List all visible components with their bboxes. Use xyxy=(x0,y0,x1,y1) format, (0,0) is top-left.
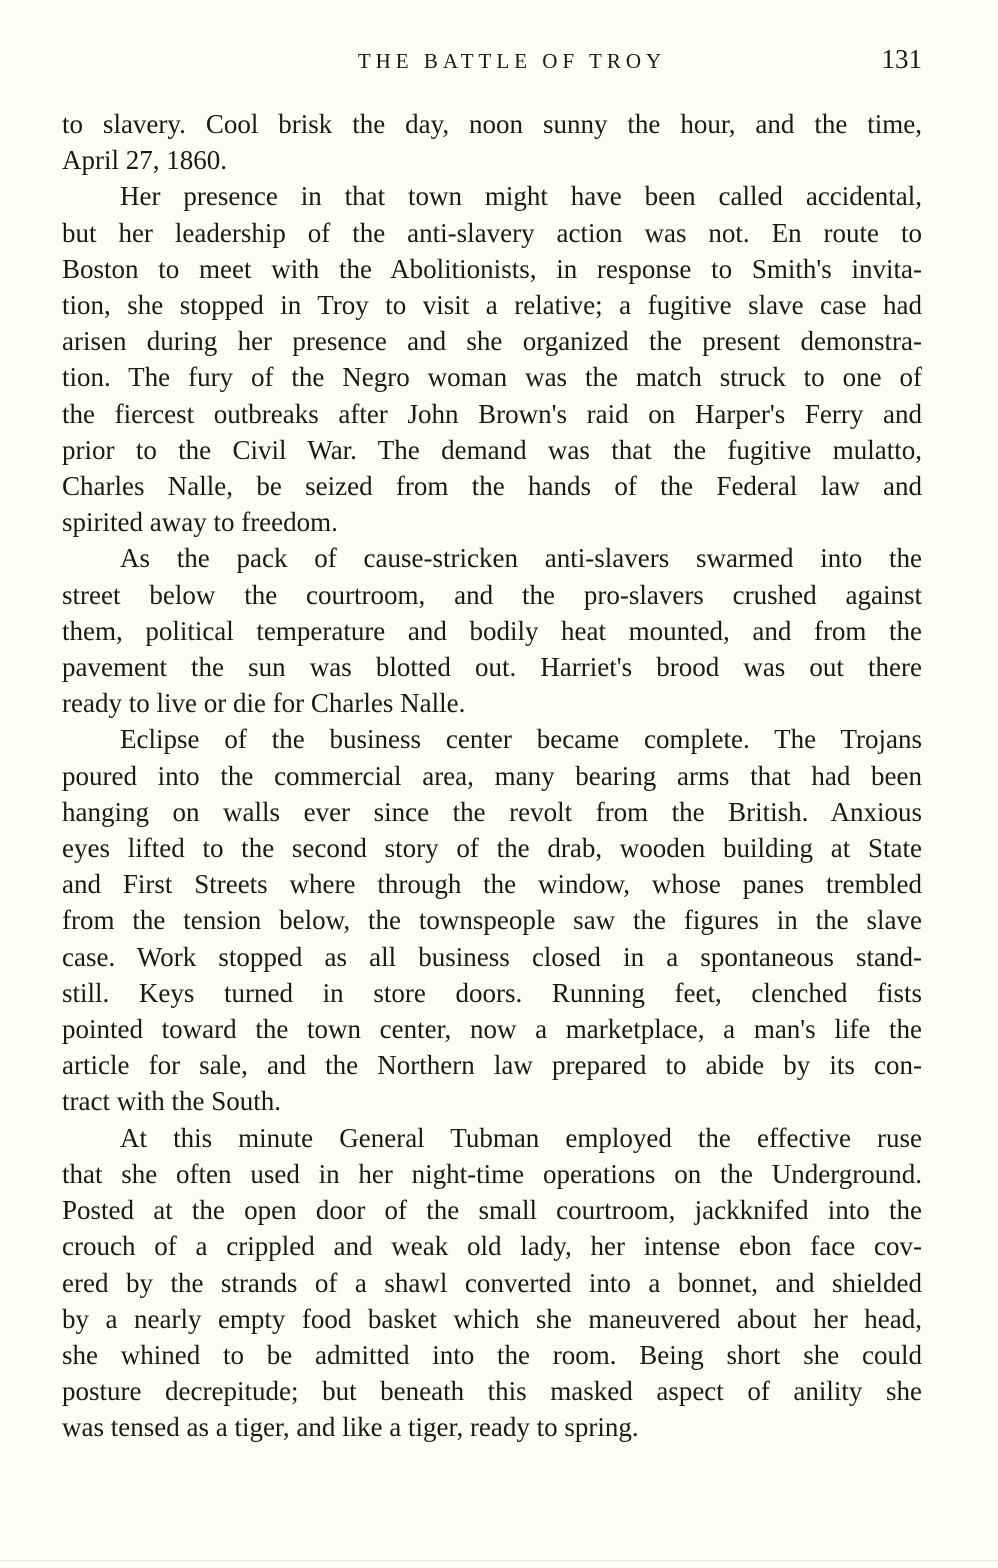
text-line: ered by the strands of a shawl converted into a bonnet, and shielded xyxy=(62,1267,922,1298)
text-line: eyes lifted to the second story of the drab, wooden building at State xyxy=(62,833,922,864)
text-line: Her presence in that town might have been called accidental, xyxy=(120,181,922,212)
body-text xyxy=(62,106,922,1446)
running-title: THE BATTLE OF TROY xyxy=(357,49,667,73)
text-line: tion, she stopped in Troy to visit a relative; a fugitive slave case had xyxy=(62,290,922,321)
text-line: posture decrepitude; but beneath this masked aspect of anility she xyxy=(62,1376,922,1407)
text-line: arisen during her presence and she organized the present demonstra- xyxy=(62,326,922,357)
text-line: crouch of a crippled and weak old lady, her intense ebon face cov- xyxy=(62,1231,922,1262)
text-line: from the tension below, the townspeople saw the figures in the slave xyxy=(62,905,922,936)
text-line: by a nearly empty food basket which she maneuvered about her head, xyxy=(62,1303,922,1334)
text-line: Boston to meet with the Abolitionists, in response to Smith's invita- xyxy=(62,253,922,284)
text-line: but her leadership of the anti-slavery action was not. En route to xyxy=(62,217,922,248)
text-line: was tensed as a tiger, and like a tiger, ready to spring. xyxy=(62,1412,639,1443)
text-line: tion. The fury of the Negro woman was the match struck to one of xyxy=(62,362,922,393)
text-line: to slavery. Cool brisk the day, noon sunny the hour, and the time, xyxy=(62,109,922,139)
text-line: case. Work stopped as all business closed in a spontaneous stand- xyxy=(62,941,922,972)
text-line: As the pack of cause-stricken anti-slavers swarmed into the xyxy=(120,543,922,574)
text-line: hanging on walls ever since the revolt from the British. Anxious xyxy=(62,796,922,827)
text-line: the fiercest outbreaks after John Brown's raid on Harper's Ferry and xyxy=(62,398,922,429)
text-line: article for sale, and the Northern law prepared to abide by its con- xyxy=(62,1050,922,1081)
page-number: 131 xyxy=(881,44,922,74)
text-line: them, political temperature and bodily heat mounted, and from the xyxy=(62,615,922,646)
text-line: still. Keys turned in store doors. Running feet, clenched fists xyxy=(62,977,922,1008)
paragraph xyxy=(62,106,922,178)
page-edge-line xyxy=(0,1560,998,1561)
text-line: Posted at the open door of the small courtroom, jackknifed into the xyxy=(62,1195,922,1226)
text-line: spirited away to freedom. xyxy=(62,507,338,538)
text-line: Charles Nalle, be seized from the hands of the Federal law and xyxy=(62,471,922,502)
paragraph xyxy=(62,540,922,721)
text-line: street below the courtroom, and the pro-slavers crushed against xyxy=(62,579,922,610)
text-line: pointed toward the town center, now a marketplace, a man's life the xyxy=(62,1014,922,1045)
running-head xyxy=(62,46,922,80)
text-line: April 27, 1860. xyxy=(62,145,227,176)
text-line: that she often used in her night-time operations on the Underground. xyxy=(62,1158,922,1189)
text-line: poured into the commercial area, many bearing arms that had been xyxy=(62,760,922,791)
text-line: pavement the sun was blotted out. Harriet's brood was out there xyxy=(62,652,922,683)
text-line: Eclipse of the business center became complete. The Trojans xyxy=(120,724,922,755)
text-line: and First Streets where through the window, whose panes trembled xyxy=(62,869,922,900)
paragraph xyxy=(62,178,922,540)
paragraph xyxy=(62,1120,922,1446)
text-line: prior to the Civil War. The demand was that the fugitive mulatto, xyxy=(62,434,922,465)
paragraph xyxy=(62,721,922,1119)
text-line: she whined to be admitted into the room. Being short she could xyxy=(62,1339,922,1370)
text-line: At this minute General Tubman employed the effective ruse xyxy=(120,1122,922,1153)
text-line: tract with the South. xyxy=(62,1086,281,1117)
text-line: ready to live or die for Charles Nalle. xyxy=(62,688,466,719)
